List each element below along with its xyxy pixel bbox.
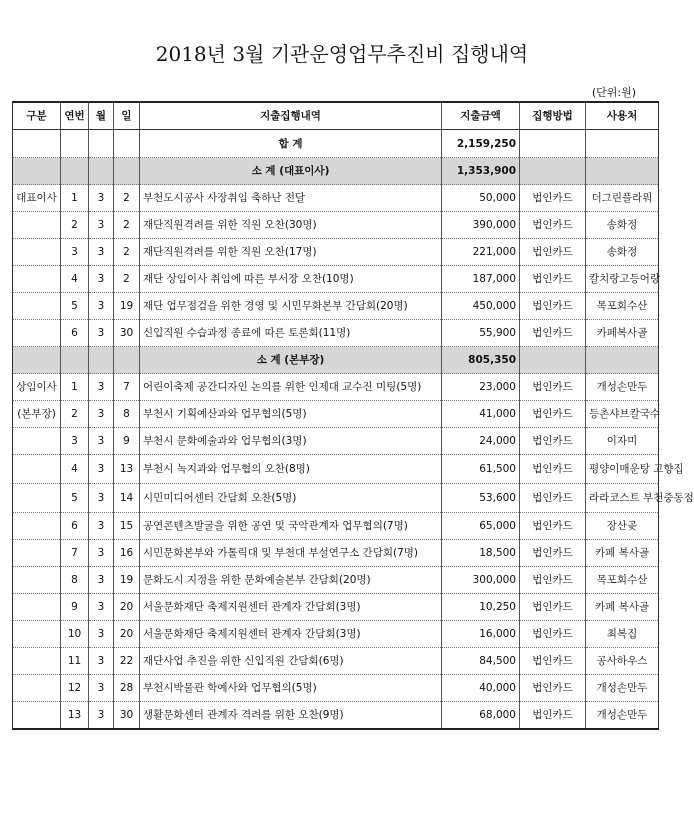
header-month: 월	[89, 102, 114, 130]
cell-day: 2	[114, 239, 140, 266]
cell-day: 19	[114, 567, 140, 594]
header-description: 지출집행내역	[140, 102, 442, 130]
cell-month: 3	[89, 185, 114, 212]
cell-month: 3	[89, 675, 114, 702]
cell-description: 부천시 녹지과와 업무협의 오찬(8명)	[140, 455, 442, 484]
table-row	[13, 484, 659, 513]
cell-month: 3	[89, 567, 114, 594]
cell-method: 법인카드	[520, 266, 586, 293]
cell-method: 법인카드	[520, 212, 586, 239]
cell-month: 3	[89, 455, 114, 484]
cell-amount: 23,000	[442, 374, 520, 401]
cell-method: 법인카드	[520, 675, 586, 702]
cell-amount: 187,000	[442, 266, 520, 293]
cell-day: 30	[114, 320, 140, 347]
cell-month: 3	[89, 648, 114, 675]
cell-method: 법인카드	[520, 428, 586, 455]
cell-month: 3	[89, 621, 114, 648]
cell-place: 카페 복사골	[586, 540, 659, 567]
table-row	[13, 428, 659, 455]
cell-month: 3	[89, 212, 114, 239]
cell-seq: 3	[61, 428, 89, 455]
cell-month: 3	[89, 320, 114, 347]
unit-label: (단위:원)	[591, 86, 636, 99]
cell-category: 대표이사	[13, 185, 61, 212]
cell-method: 법인카드	[520, 648, 586, 675]
header-method: 집행방법	[520, 102, 586, 130]
cell-description: 어린이축제 공간디자인 논의를 위한 인제대 교수진 미팅(5명)	[140, 374, 442, 401]
cell-description: 시민문화본부와 가톨릭대 및 부천대 부설연구소 간담회(7명)	[140, 540, 442, 567]
cell-month: 3	[89, 401, 114, 428]
cell-day: 16	[114, 540, 140, 567]
header-day: 일	[114, 102, 140, 130]
table-row	[13, 567, 659, 594]
cell-month: 3	[89, 239, 114, 266]
table-row	[13, 648, 659, 675]
total-row	[13, 130, 659, 158]
cell-description: 재단 업무점검을 위한 경영 및 시민무화본부 간담회(20명)	[140, 293, 442, 320]
cell-seq: 11	[61, 648, 89, 675]
cell-seq: 5	[61, 484, 89, 513]
cell-description: 재단직원격려를 위한 직원 오찬(30명)	[140, 212, 442, 239]
cell-day: 2	[114, 212, 140, 239]
cell-method: 법인카드	[520, 484, 586, 513]
cell-place: 목포회수산	[586, 567, 659, 594]
subtotal-amount: 1,353,900	[442, 158, 520, 185]
cell-method: 법인카드	[520, 540, 586, 567]
cell-place: 평양이매운탕 고향집	[586, 455, 659, 484]
cell-category	[13, 239, 61, 266]
cell-day: 2	[114, 185, 140, 212]
cell-method: 법인카드	[520, 401, 586, 428]
cell-day: 15	[114, 513, 140, 540]
cell-day: 13	[114, 455, 140, 484]
cell-place: 개성손만두	[586, 675, 659, 702]
cell-seq: 12	[61, 675, 89, 702]
cell-month: 3	[89, 374, 114, 401]
table-row	[13, 212, 659, 239]
subtotal-label: 소 계 (본부장)	[140, 347, 442, 374]
cell-day: 8	[114, 401, 140, 428]
table-row	[13, 621, 659, 648]
cell-place: 카페복사골	[586, 320, 659, 347]
cell-seq: 4	[61, 455, 89, 484]
cell-category	[13, 540, 61, 567]
cell-method: 법인카드	[520, 702, 586, 730]
cell-amount: 61,500	[442, 455, 520, 484]
cell-month: 3	[89, 293, 114, 320]
header-category: 구분	[13, 102, 61, 130]
cell-seq: 13	[61, 702, 89, 730]
table-row	[13, 540, 659, 567]
cell-amount: 68,000	[442, 702, 520, 730]
cell-seq: 1	[61, 374, 89, 401]
cell-day: 22	[114, 648, 140, 675]
subtotal-amount: 805,350	[442, 347, 520, 374]
cell-description: 부천도시공사 사장취임 축하난 전달	[140, 185, 442, 212]
cell-description: 생활문화센터 관계자 격려를 위한 오찬(9명)	[140, 702, 442, 730]
cell-category	[13, 621, 61, 648]
cell-category	[13, 484, 61, 513]
cell-description: 서울문화재단 축제지원센터 관계자 간담회(3명)	[140, 621, 442, 648]
cell-amount: 18,500	[442, 540, 520, 567]
cell-place: 이자미	[586, 428, 659, 455]
cell-place: 최복집	[586, 621, 659, 648]
cell-category	[13, 702, 61, 730]
cell-seq: 4	[61, 266, 89, 293]
cell-category	[13, 567, 61, 594]
cell-amount: 84,500	[442, 648, 520, 675]
cell-description: 서울문화재단 축제지원센터 관계자 간담회(3명)	[140, 594, 442, 621]
cell-category	[13, 212, 61, 239]
cell-description: 재단 상임이사 취임에 따른 부서장 오찬(10명)	[140, 266, 442, 293]
cell-description: 시민미디어센터 간담회 오찬(5명)	[140, 484, 442, 513]
cell-category	[13, 293, 61, 320]
table-row	[13, 401, 659, 428]
subtotal-row	[13, 158, 659, 185]
cell-category	[13, 648, 61, 675]
cell-category	[13, 675, 61, 702]
cell-day: 7	[114, 374, 140, 401]
cell-day: 14	[114, 484, 140, 513]
table-row	[13, 702, 659, 730]
cell-description: 신입직원 수습과정 종료에 따른 토론회(11명)	[140, 320, 442, 347]
total-label: 합 계	[140, 130, 442, 158]
cell-description: 재단사업 추진을 위한 신입직원 간담회(6명)	[140, 648, 442, 675]
cell-category	[13, 266, 61, 293]
cell-seq: 10	[61, 621, 89, 648]
cell-day: 20	[114, 594, 140, 621]
cell-seq: 2	[61, 401, 89, 428]
table-body	[13, 130, 694, 730]
cell-place: 라라코스트 부천중동점	[586, 484, 659, 513]
cell-method: 법인카드	[520, 455, 586, 484]
cell-place: 더그린플라워	[586, 185, 659, 212]
cell-method: 법인카드	[520, 594, 586, 621]
table-row	[13, 513, 659, 540]
cell-month: 3	[89, 594, 114, 621]
cell-description: 부천시 기획예산과와 업무협의(5명)	[140, 401, 442, 428]
cell-place: 개성손만두	[586, 702, 659, 730]
cell-seq: 8	[61, 567, 89, 594]
header-seq: 연번	[61, 102, 89, 130]
cell-amount: 450,000	[442, 293, 520, 320]
cell-category	[13, 428, 61, 455]
cell-amount: 50,000	[442, 185, 520, 212]
table-row	[13, 675, 659, 702]
table-row	[13, 185, 659, 212]
cell-place: 칼치랑고등어랑	[586, 266, 659, 293]
cell-category	[13, 320, 61, 347]
cell-amount: 221,000	[442, 239, 520, 266]
cell-category	[13, 455, 61, 484]
cell-seq: 1	[61, 185, 89, 212]
cell-amount: 16,000	[442, 621, 520, 648]
cell-day: 9	[114, 428, 140, 455]
cell-method: 법인카드	[520, 567, 586, 594]
cell-place: 송화정	[586, 212, 659, 239]
cell-description: 공연콘텐츠발굴을 위한 공연 및 국악관계자 업무협의(7명)	[140, 513, 442, 540]
cell-amount: 10,250	[442, 594, 520, 621]
cell-category	[13, 594, 61, 621]
table-row	[13, 455, 659, 484]
cell-day: 20	[114, 621, 140, 648]
cell-seq: 2	[61, 212, 89, 239]
cell-place: 공사하우스	[586, 648, 659, 675]
cell-method: 법인카드	[520, 239, 586, 266]
cell-description: 부천시박물관 학예사와 업무협의(5명)	[140, 675, 442, 702]
cell-place: 목포회수산	[586, 293, 659, 320]
cell-place: 송화정	[586, 239, 659, 266]
cell-day: 19	[114, 293, 140, 320]
subtotal-label: 소 계 (대표이사)	[140, 158, 442, 185]
cell-place: 카페 복사골	[586, 594, 659, 621]
cell-place: 등촌샤브칼국수	[586, 401, 659, 428]
subtotal-row	[13, 347, 659, 374]
cell-month: 3	[89, 513, 114, 540]
table-header-row	[13, 102, 659, 130]
cell-description: 문화도시 지정을 위한 문화예술본부 간담회(20명)	[140, 567, 442, 594]
cell-amount: 390,000	[442, 212, 520, 239]
cell-seq: 3	[61, 239, 89, 266]
cell-category	[13, 513, 61, 540]
cell-amount: 53,600	[442, 484, 520, 513]
table-row	[13, 320, 659, 347]
cell-day: 28	[114, 675, 140, 702]
cell-method: 법인카드	[520, 320, 586, 347]
cell-place: 개성손만두	[586, 374, 659, 401]
header-amount: 지출금액	[442, 102, 520, 130]
table-row	[13, 293, 659, 320]
cell-category: (본부장)	[13, 401, 61, 428]
cell-description: 재단직원격려를 위한 직원 오찬(17명)	[140, 239, 442, 266]
table-row	[13, 239, 659, 266]
cell-method: 법인카드	[520, 513, 586, 540]
table-row	[13, 266, 659, 293]
cell-amount: 24,000	[442, 428, 520, 455]
cell-category: 상임이사	[13, 374, 61, 401]
cell-method: 법인카드	[520, 621, 586, 648]
cell-seq: 5	[61, 293, 89, 320]
table-row	[13, 374, 659, 401]
cell-day: 2	[114, 266, 140, 293]
cell-seq: 6	[61, 320, 89, 347]
cell-seq: 6	[61, 513, 89, 540]
header-place: 사용처	[586, 102, 659, 130]
page-title: 2018년 3월 기관운영업무추진비 집행내역	[155, 42, 529, 66]
cell-place: 장산곶	[586, 513, 659, 540]
cell-month: 3	[89, 702, 114, 730]
cell-method: 법인카드	[520, 293, 586, 320]
cell-day: 30	[114, 702, 140, 730]
expense-table	[12, 101, 694, 730]
cell-amount: 300,000	[442, 567, 520, 594]
cell-amount: 40,000	[442, 675, 520, 702]
cell-month: 3	[89, 428, 114, 455]
cell-amount: 65,000	[442, 513, 520, 540]
cell-seq: 9	[61, 594, 89, 621]
cell-month: 3	[89, 540, 114, 567]
table-row	[13, 594, 659, 621]
cell-amount: 41,000	[442, 401, 520, 428]
cell-description: 부천시 문화예술과와 업무협의(3명)	[140, 428, 442, 455]
total-amount: 2,159,250	[442, 130, 520, 158]
cell-method: 법인카드	[520, 185, 586, 212]
cell-amount: 55,900	[442, 320, 520, 347]
cell-method: 법인카드	[520, 374, 586, 401]
cell-seq: 7	[61, 540, 89, 567]
cell-month: 3	[89, 484, 114, 513]
cell-month: 3	[89, 266, 114, 293]
